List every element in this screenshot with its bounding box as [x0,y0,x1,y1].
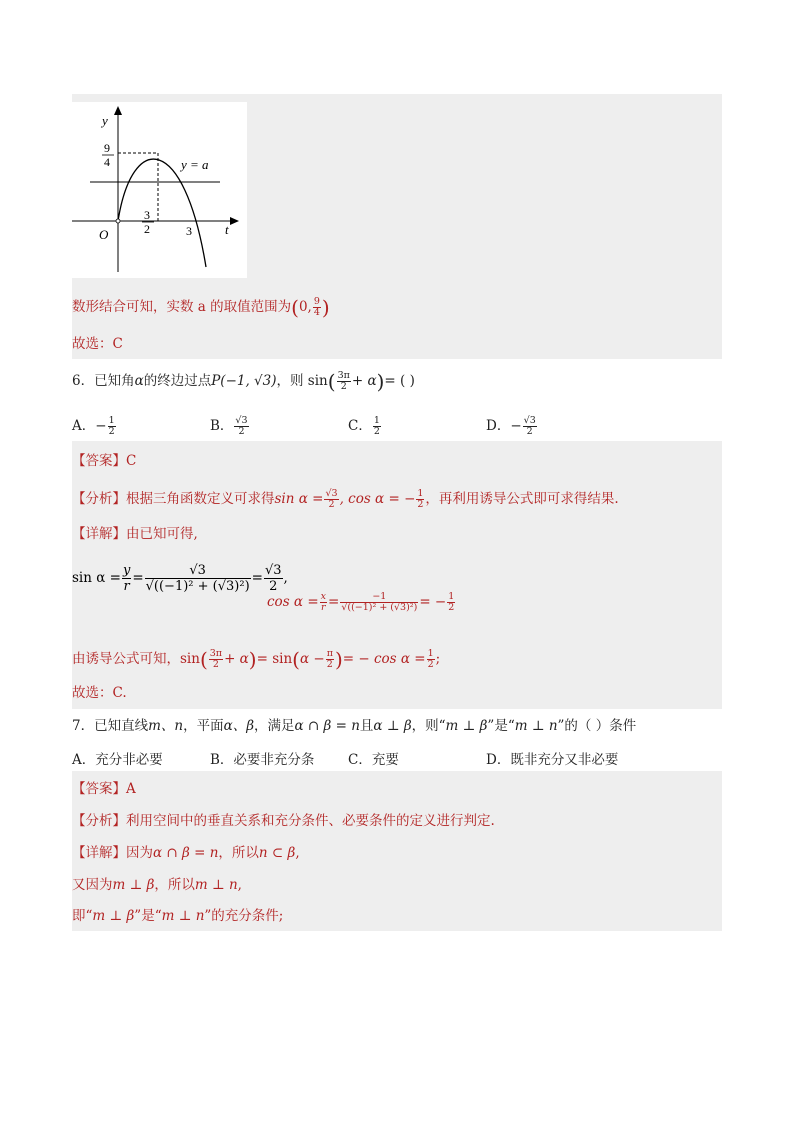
range-fraction: $\frac{9}{4}$ [313,296,320,318]
q6-detail-label: 【详解】由已知可得, [72,526,198,542]
q7-option-b[interactable]: B．必要非充分条 [210,752,315,768]
y-axis-label: y [102,113,108,128]
q6-cos-formula: cos α = $\frac{x}{r}$ = $\frac{-1}{\text{√((−1)² + (√3)²)}}$ = − $\frac{1}{2}$ [267,591,455,613]
root-label: 3 [186,224,192,238]
prev-choice: 故选：C [72,336,123,352]
peak-numerator: 9 [104,141,110,155]
q7-analysis: 【分析】利用空间中的垂直关系和充分条件、必要条件的定义进行判定. [72,813,495,829]
q6-sin-formula: sin α = $\frac{y}{r}$ = $\frac{√3}{\text{√((−1)² + (√3)²)}}$ = $\frac{√3}{2}$ , [72,563,288,594]
q7-conclusion: 即“m ⊥ β”是“m ⊥ n”的充分条件; [72,908,284,924]
origin-label: O [99,227,109,242]
q6-choice: 故选：C. [72,685,127,701]
origin-dot [116,219,120,223]
q7-option-d[interactable]: D．既非充分又非必要 [486,752,619,768]
q6-induction: 由诱导公式可知，sin( $\frac{3\pi}{2}$ + α)= sin(α − $\frac{\pi}{2}$ )= − cos α = $\frac{1}{2}$ ; [72,647,441,672]
q6-option-c[interactable]: C． $\frac{1}{2}$ [348,415,380,437]
q7-detail: 【详解】因为α ∩ β = n，所以n ⊂ β, [72,845,300,861]
prev-conclusion: 数形结合可知，实数 a 的取值范围为(0, $\frac{9}{4}$ ) [72,295,330,320]
peak-denominator: 4 [104,155,110,169]
vertex-denominator: 2 [144,222,150,236]
q6-stem: 6．已知角α的终边过点P(−1, √3)，则 sin( $\frac{3\pi}{2}$ + α)= ( ) [72,369,415,394]
q6-option-a[interactable]: A．− $\frac{1}{2}$ [72,415,115,437]
q7-answer: 【答案】A [72,781,136,797]
q6-answer: 【答案】C [72,453,137,469]
parabola-graph [72,102,247,278]
q6-option-b[interactable]: B． $\frac{√3}{2}$ [210,415,248,437]
vertex-numerator: 3 [144,208,150,222]
q6-arg-fraction: $\frac{3\pi}{2}$ [337,370,350,392]
q6-option-d[interactable]: D．− $\frac{√3}{2}$ [486,415,536,437]
q7-option-c[interactable]: C．充要 [348,752,399,768]
q7-stem: 7．已知直线m、n，平面α、β，满足α ∩ β = n且α ⊥ β，则“m ⊥ β”是“m ⊥ n”的（ ）条件 [72,718,637,734]
q6-analysis: 【分析】根据三角函数定义可求得sin α = $\frac{√3}{2}$ , cos α = − $\frac{1}{2}$ ，再利用诱导公式即可求得结果. [72,488,619,510]
q7-option-a[interactable]: A．充分非必要 [72,752,163,768]
t-axis-label: t [225,222,229,237]
line-label: y = a [181,157,209,172]
q7-again: 又因为m ⊥ β，所以m ⊥ n, [72,877,242,893]
